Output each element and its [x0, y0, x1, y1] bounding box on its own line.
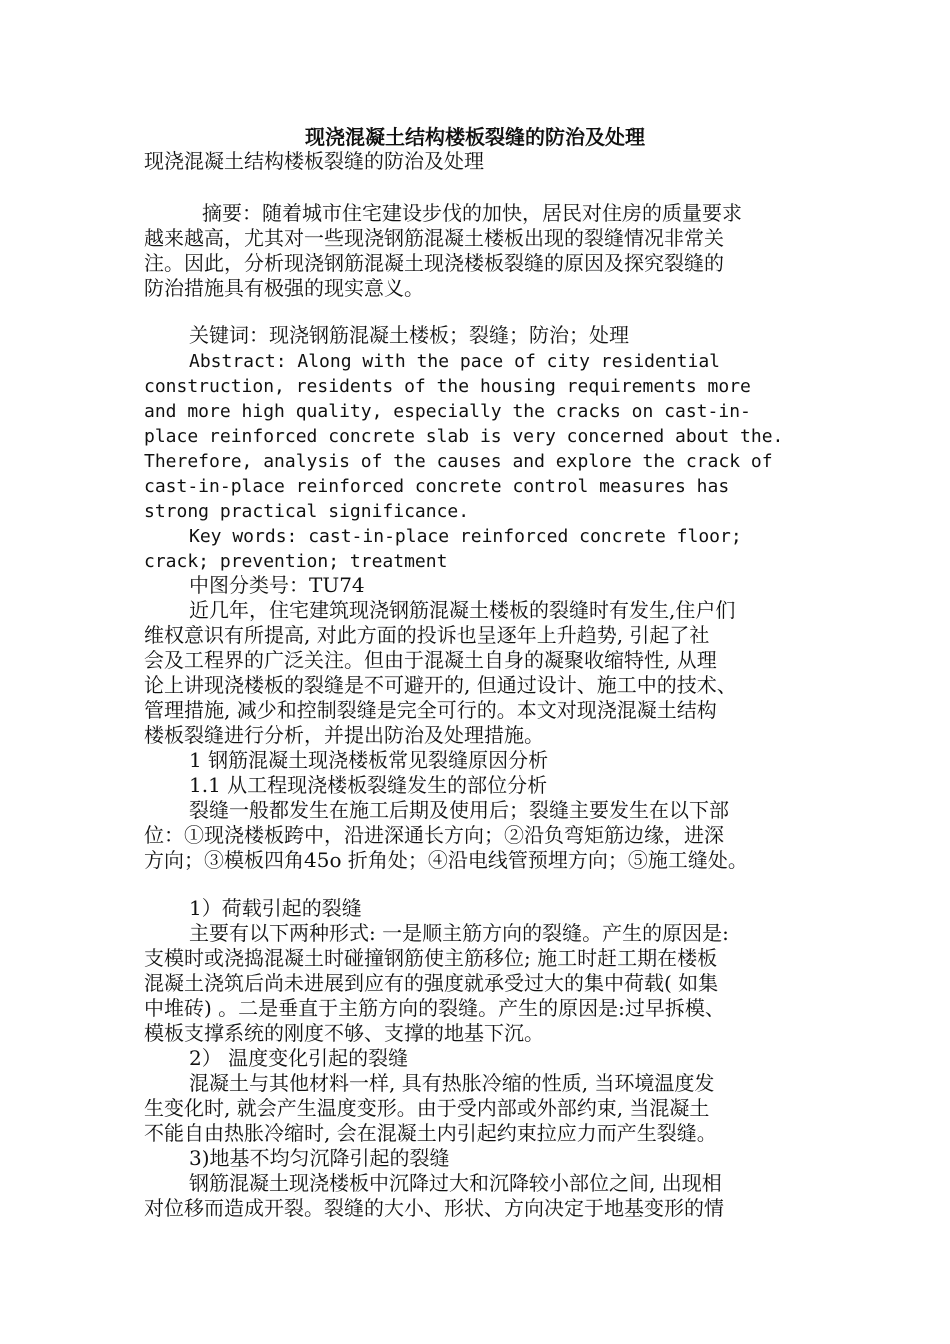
text-line: 现浇混凝土结构楼板裂缝的防治及处理	[144, 149, 484, 173]
text-line: construction, residents of the housing requirements more	[144, 376, 751, 397]
text-line: 1.1 从工程现浇楼板裂缝发生的部位分析	[189, 773, 548, 797]
text-line: 方向；③模板四角45o 折角处；④沿电线管预埋方向；⑤施工缝处。	[144, 848, 748, 872]
text-line: Abstract: Along with the pace of city residential	[189, 351, 721, 372]
text-line: 维权意识有所提高, 对此方面的投诉也呈逐年上升趋势, 引起了社	[144, 623, 710, 647]
text-line: 对位移而造成开裂。裂缝的大小、形状、方向决定于地基变形的情	[144, 1196, 724, 1220]
text-line: strong practical significance.	[144, 501, 470, 522]
text-line: 越来越高，尤其对一些现浇钢筋混凝土楼板出现的裂缝情况非常关	[144, 226, 724, 250]
text-line: 管理措施, 减少和控制裂缝是完全可行的。本文对现浇混凝土结构	[144, 698, 717, 722]
text-line: 摘要：随着城市住宅建设步伐的加快，居民对住房的质量要求	[202, 201, 742, 225]
text-line: 防治措施具有极强的现实意义。	[144, 276, 424, 300]
text-line: 混凝土浇筑后尚未进展到应有的强度就承受过大的集中荷载( 如集	[144, 971, 719, 995]
text-line: 不能自由热胀冷缩时, 会在混凝土内引起约束拉应力而产生裂缝。	[144, 1121, 717, 1145]
text-line: 模板支撑系统的刚度不够、支撑的地基下沉。	[144, 1021, 544, 1045]
text-line: 主要有以下两种形式: 一是顺主筋方向的裂缝。产生的原因是:	[189, 921, 729, 945]
text-line: 钢筋混凝土现浇楼板中沉降过大和沉降较小部位之间, 出现相	[189, 1171, 722, 1195]
text-line: 支模时或浇捣混凝土时碰撞钢筋使主筋移位; 施工时赶工期在楼板	[144, 946, 718, 970]
text-line: 会及工程界的广泛关注。但由于混凝土自身的凝聚收缩特性, 从理	[144, 648, 717, 672]
text-line: 2） 温度变化引起的裂缝	[189, 1046, 409, 1070]
text-line: 裂缝一般都发生在施工后期及使用后；裂缝主要发生在以下部	[189, 798, 729, 822]
text-line: 中堆砖) 。二是垂直于主筋方向的裂缝。产生的原因是:过早拆模、	[144, 996, 725, 1020]
text-line: 中图分类号：TU74	[189, 573, 365, 597]
text-line: 关键词：现浇钢筋混凝土楼板；裂缝；防治；处理	[189, 323, 629, 347]
text-line: 1 钢筋混凝土现浇楼板常见裂缝原因分析	[189, 748, 549, 772]
text-line: 位：①现浇楼板跨中，沿进深通长方向；②沿负弯矩筋边缘，进深	[144, 823, 724, 847]
text-line: and more high quality, especially the cracks on cast-in-	[144, 401, 751, 422]
text-line: 3)地基不均匀沉降引起的裂缝	[189, 1146, 450, 1170]
text-line: 生变化时, 就会产生温度变形。由于受内部或外部约束, 当混凝土	[144, 1096, 710, 1120]
text-line: place reinforced concrete slab is very concerned about the.	[144, 426, 784, 447]
text-line: Key words: cast-in-place reinforced concrete floor;	[189, 526, 742, 547]
text-line: cast-in-place reinforced concrete control measures has	[144, 476, 730, 497]
text-line: 楼板裂缝进行分析，并提出防治及处理措施。	[144, 723, 544, 747]
document-title: 现浇混凝土结构楼板裂缝的防治及处理	[305, 125, 645, 149]
text-line: 论上讲现浇楼板的裂缝是不可避开的, 但通过设计、施工中的技术、	[144, 673, 737, 697]
text-line: 近几年，住宅建筑现浇钢筋混凝土楼板的裂缝时有发生,住户们	[189, 598, 736, 622]
text-line: 注。因此，分析现浇钢筋混凝土现浇楼板裂缝的原因及探究裂缝的	[144, 251, 724, 275]
text-line: 1）荷载引起的裂缝	[189, 896, 362, 920]
text-line: Therefore, analysis of the causes and explore the crack of	[144, 451, 773, 472]
text-line: crack; prevention; treatment	[144, 551, 448, 572]
text-line: 混凝土与其他材料一样, 具有热胀冷缩的性质, 当环境温度发	[189, 1071, 715, 1095]
